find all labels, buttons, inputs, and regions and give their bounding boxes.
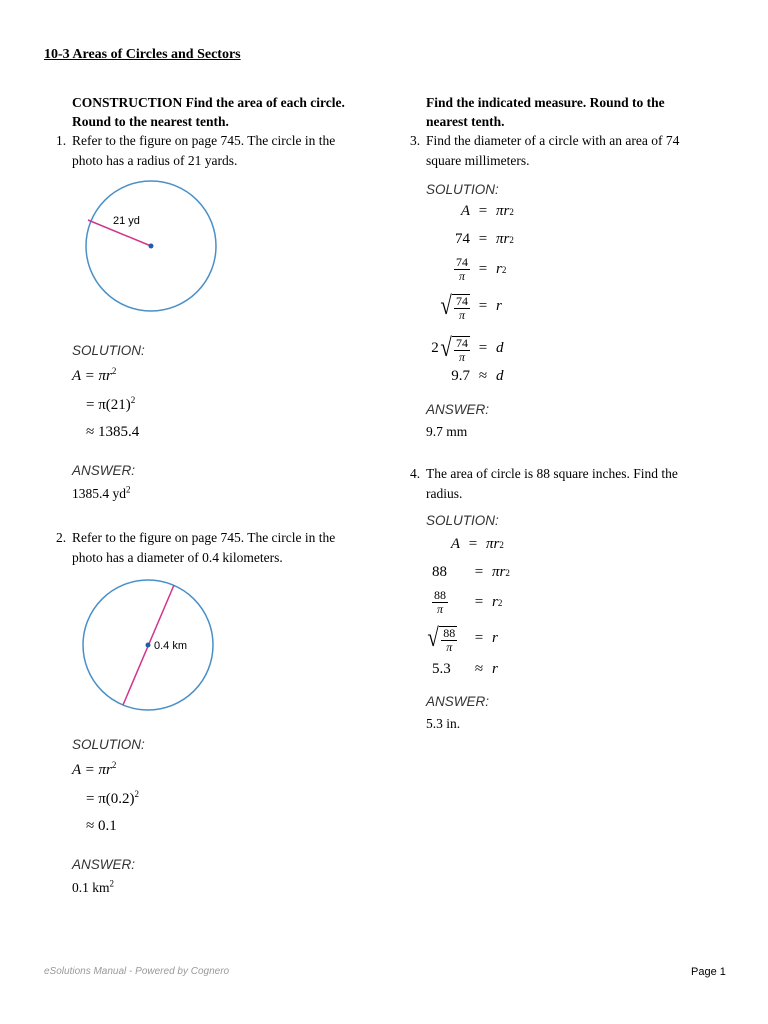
problem-1-answer-label: ANSWER: <box>72 463 136 478</box>
problem-3-solution-label: SOLUTION: <box>426 182 499 197</box>
footer-publisher: eSolutions Manual - Powered by Cognero <box>44 966 230 977</box>
problem-4-solution-label: SOLUTION: <box>426 513 499 528</box>
problem-2-line-1: Refer to the figure on page 745. The circle in the <box>72 530 336 545</box>
problem-2-number: 2. <box>56 530 67 545</box>
left-section-heading <box>72 93 345 131</box>
page-title: 10-3 Areas of Circles and Sectors <box>44 47 241 62</box>
problem-1-step-2: = $\pi(21)^2$ <box>86 395 136 413</box>
problem-1-solution-label: SOLUTION: <box>72 343 145 358</box>
right-heading-line-2: nearest tenth. <box>426 114 505 129</box>
problem-2-line-2: photo has a diameter of 0.4 kilometers. <box>72 550 283 565</box>
problem-1-answer: 1385.4 $yd^2$ <box>72 484 131 501</box>
problem-3-answer-label: ANSWER: <box>426 402 490 417</box>
problem-1-step-1: $A = \pi r^2$ <box>72 366 117 384</box>
page-number: Page 1 <box>691 966 726 978</box>
problem-3-answer: 9.7 mm <box>426 424 468 439</box>
problem-1-step-3: ≈ 1385.4 <box>86 424 140 440</box>
problem-4-text <box>410 464 678 504</box>
problem-4-answer-label: ANSWER: <box>426 694 490 709</box>
center-point <box>146 643 151 648</box>
problem-2-step-1: $A = \pi r^2$ <box>72 760 117 778</box>
problem-3-step-6: 9.7 ≈ d <box>451 368 504 384</box>
problem-3-step-3: $\frac{74}{\pi}$ = r 2 <box>456 255 507 283</box>
problem-3-line-1: Find the diameter of a circle with an area of 74 <box>426 133 680 148</box>
problem-1-text <box>56 131 336 171</box>
problem-3-line-2: square millimeters. <box>426 153 530 168</box>
square-root: √ $\frac{74}{\pi}$ <box>440 333 468 364</box>
problem-3-step-1: A = πr 2 <box>460 203 514 219</box>
problem-4-answer: 5.3 in. <box>426 716 461 731</box>
problem-2-answer-label: ANSWER: <box>72 857 136 872</box>
problem-2-answer: 0.1 $km^2$ <box>72 878 115 895</box>
problem-4-step-5: 5.3 ≈ r <box>432 661 498 677</box>
problem-2-solution-label: SOLUTION: <box>72 737 145 752</box>
problem-2-step-3: ≈ 0.1 <box>86 818 117 834</box>
problem-1-number: 1. <box>56 133 67 148</box>
problem-3-step-5: 2 √ $\frac{74}{\pi}$ = d <box>431 333 504 364</box>
diameter-label: 0.4 km <box>154 640 188 652</box>
problem-3-step-2: 74 = πr 2 <box>455 231 514 247</box>
problem-2-text <box>56 528 336 568</box>
problem-4-step-3: $\frac{88}{\pi}$ = r 2 <box>434 588 503 616</box>
square-root: √ $\frac{74}{\pi}$ <box>440 291 468 322</box>
problem-3-step-4: √ $\frac{74}{\pi}$ = r <box>440 291 502 322</box>
right-section-heading <box>426 93 665 131</box>
radius-label: 21 yd <box>113 215 140 227</box>
problem-4-line-1: The area of circle is 88 square inches. Find the <box>426 466 678 481</box>
problem-1-circle-figure <box>80 180 225 315</box>
square-root: √ $\frac{88}{\pi}$ <box>427 623 456 654</box>
problem-4-step-2: 88 = πr 2 <box>432 564 510 580</box>
problem-1-line-2: photo has a radius of 21 yards. <box>72 153 238 168</box>
problem-4-number: 4. <box>410 466 421 481</box>
center-point <box>149 244 154 249</box>
problem-4-step-1: A = πr 2 <box>450 536 504 552</box>
problem-4-line-2: radius. <box>426 486 463 501</box>
right-heading-line-1: Find the indicated measure. Round to the <box>426 95 665 110</box>
problem-3-number: 3. <box>410 133 421 148</box>
problem-1-line-1: Refer to the figure on page 745. The circle in the <box>72 133 336 148</box>
fraction: $\frac{74}{\pi}$ <box>456 255 468 283</box>
fraction: $\frac{88}{\pi}$ <box>434 588 446 616</box>
problem-3-text <box>410 131 680 171</box>
problem-2-circle-figure <box>78 578 223 713</box>
left-heading-line-2: Round to the nearest tenth. <box>72 114 229 129</box>
problem-2-step-2: = $\pi(0.2)^2$ <box>86 789 140 807</box>
problem-4-step-4: √ $\frac{88}{\pi}$ = r <box>427 623 498 654</box>
left-heading-line-1: CONSTRUCTION Find the area of each circle. <box>72 95 345 110</box>
